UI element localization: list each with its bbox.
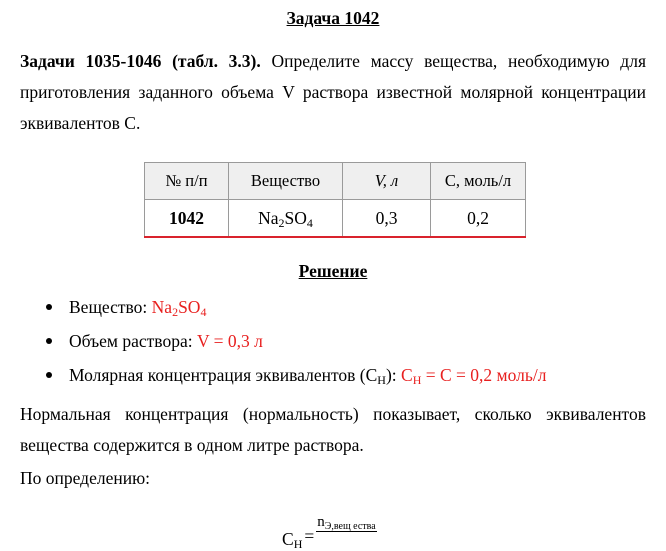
header-volume bbox=[343, 163, 431, 200]
bullet-icon bbox=[46, 304, 52, 310]
header-substance: Вещество bbox=[229, 163, 343, 200]
conc-part: С bbox=[401, 365, 413, 385]
cell-substance bbox=[229, 200, 343, 238]
substance-sub: 2 bbox=[278, 215, 285, 230]
formula-lhs bbox=[282, 529, 302, 550]
given-list bbox=[0, 290, 546, 392]
header-number: № п/п bbox=[145, 163, 229, 200]
normality-formula bbox=[282, 513, 377, 550]
given-substance bbox=[152, 297, 207, 317]
formula-num-sub: Э,вещ ества bbox=[324, 521, 376, 532]
given-label: Молярная концентрация эквивалентов (С bbox=[69, 365, 378, 385]
formula-fraction bbox=[316, 513, 376, 532]
conc-sub: Н bbox=[412, 373, 422, 387]
header-concentration: C, моль/л bbox=[431, 163, 526, 200]
substance-part: Na bbox=[258, 207, 279, 228]
given-label: Объем раствора: bbox=[69, 331, 197, 351]
given-label: Вещество: bbox=[69, 297, 152, 317]
substance-part: SO bbox=[284, 207, 307, 228]
list-item bbox=[0, 358, 546, 392]
given-label: ): bbox=[385, 365, 402, 385]
substance-part: SO bbox=[178, 297, 201, 317]
given-concentration bbox=[401, 365, 546, 385]
list-item bbox=[0, 290, 546, 324]
formula-equals: = bbox=[304, 526, 315, 546]
formula-lhs-sub: Н bbox=[293, 537, 303, 551]
problem-text: Определите массу вещества, необходимую для приготовления заданного объема V раствора известной молярной концентрации эквивалентов С. bbox=[20, 51, 646, 133]
problem-title: Задача 1042 bbox=[286, 8, 380, 28]
header-volume-text: V, л bbox=[374, 171, 399, 190]
formula-lhs-symbol: С bbox=[282, 529, 294, 549]
substance-part: Na bbox=[151, 297, 173, 317]
solution-heading: Решение bbox=[298, 261, 368, 281]
formula-num-symbol: n bbox=[317, 514, 325, 530]
problem-range: Задачи 1035-1046 (табл. 3.3). bbox=[20, 51, 261, 71]
substance-sub: 4 bbox=[200, 305, 207, 319]
cell-number: 1042 bbox=[145, 200, 229, 238]
substance-sub: 2 bbox=[172, 305, 179, 319]
table-header-row bbox=[145, 163, 526, 200]
by-definition-text: По определению: bbox=[20, 468, 151, 488]
problem-statement bbox=[20, 46, 646, 139]
table-row bbox=[145, 200, 526, 238]
data-table bbox=[144, 162, 526, 238]
bullet-icon bbox=[46, 372, 52, 378]
substance-sub: 4 bbox=[306, 215, 313, 230]
cell-volume: 0,3 bbox=[343, 200, 431, 238]
bullet-icon bbox=[46, 338, 52, 344]
given-volume: V = 0,3 л bbox=[196, 331, 263, 351]
cell-concentration: 0,2 bbox=[431, 200, 526, 238]
given-label-sub: Н bbox=[377, 373, 386, 387]
conc-part: = С = 0,2 моль/л bbox=[421, 365, 547, 385]
formula-numerator bbox=[316, 513, 376, 532]
normality-paragraph: Нормальная концентрация (нормальность) показывает, сколько эквивалентов вещества содержится в одном литре раствора. bbox=[20, 404, 646, 455]
list-item bbox=[0, 324, 546, 358]
